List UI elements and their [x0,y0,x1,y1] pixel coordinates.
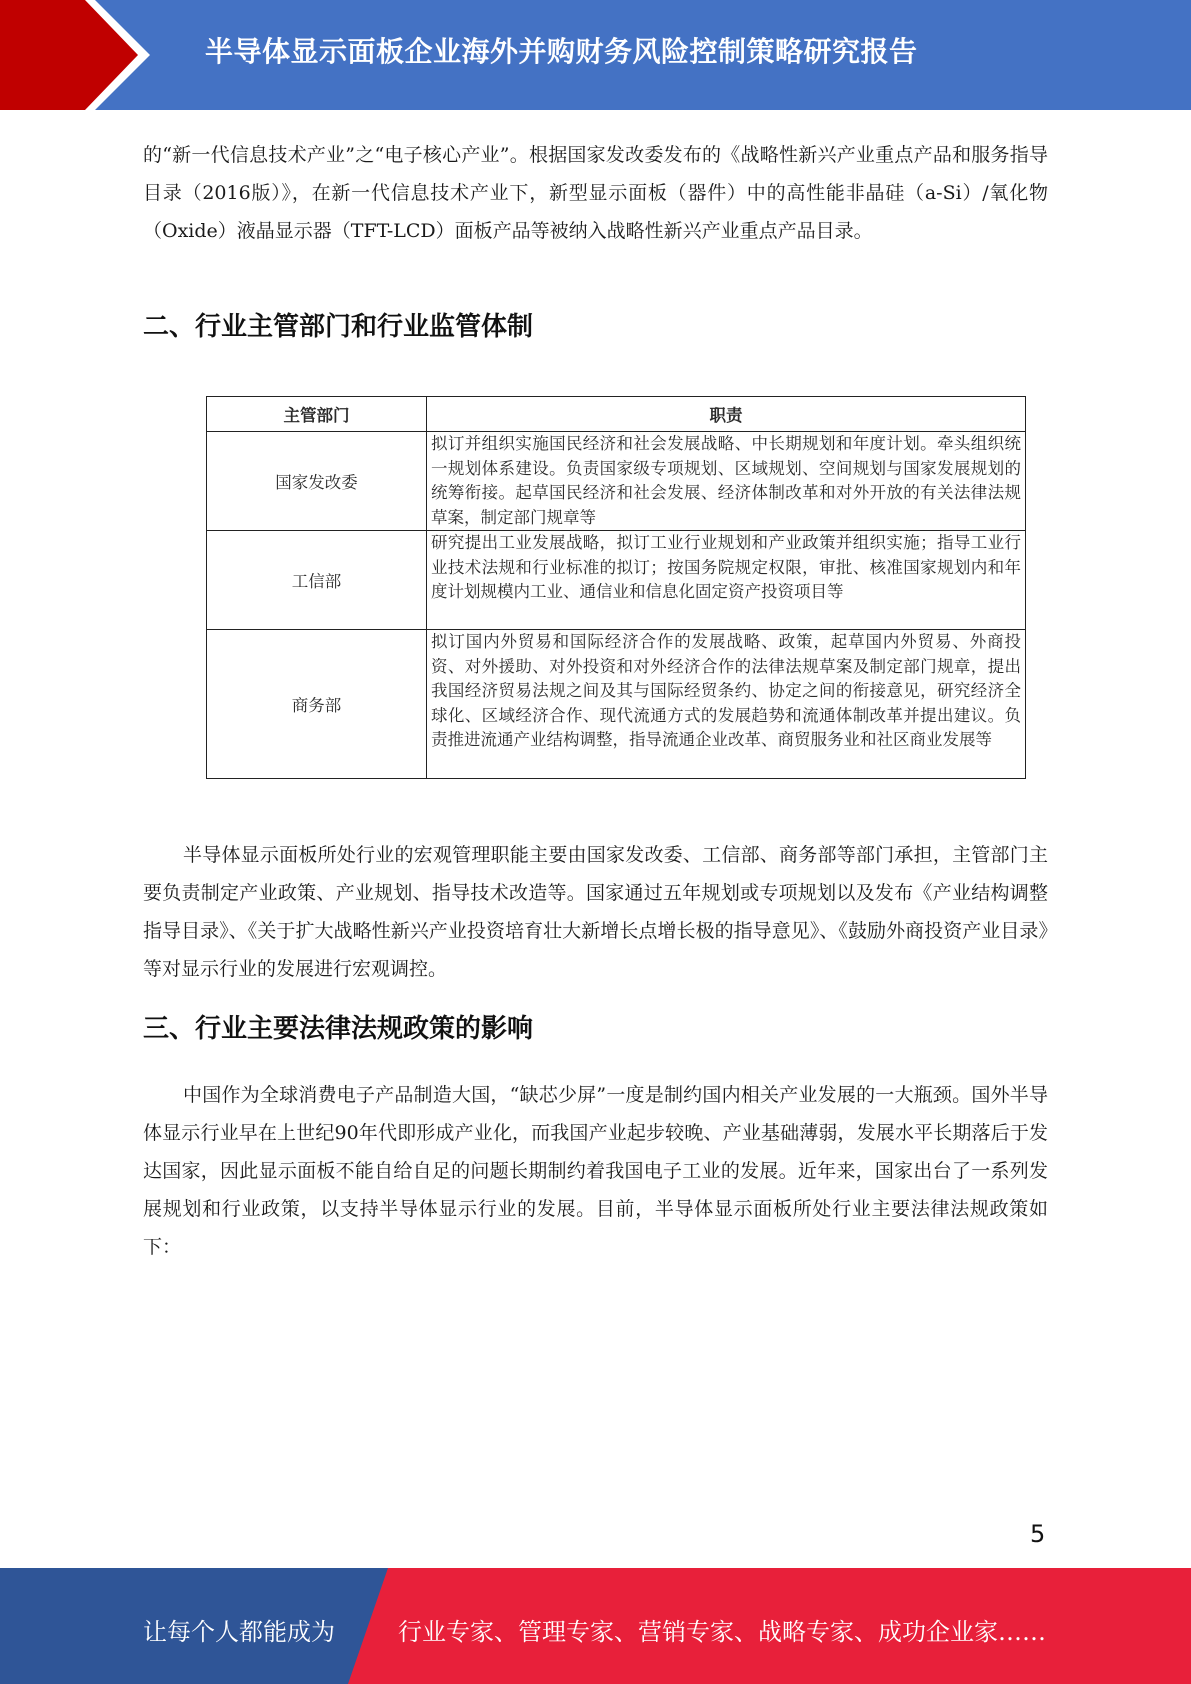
table-header-dept: 主管部门 [207,397,427,432]
section-heading-2: 二、行业主管部门和行业监管体制 [143,312,534,342]
page-number: 5 [1030,1520,1046,1548]
table-cell-duty: 拟订国内外贸易和国际经济合作的发展战略、政策，起草国内外贸易、外商投资、对外援助、对外投资和对外经济合作的法律法规草案及制定部门规章，提出我国经济贸易法规之间及其与国际经贸条约、协定之间的衔接意见，研究经济全球化、区域经济合作、现代流通方式的发展趋势和流通体制改革并提出建议。负责推进流通产业结构调整，指导流通企业改革、商贸服务业和社区商业发展等 [427,630,1026,779]
regulatory-authority-table [206,396,1026,779]
intro-paragraph: 的“新一代信息技术产业”之“电子核心产业”。根据国家发改委发布的《战略性新兴产业重点产品和服务指导目录（2016版）》，在新一代信息技术产业下，新型显示面板（器件）中的高性能非晶硅（a-Si）/氧化物（Oxide）液晶显示器（TFT-LCD）面板产品等被纳入战略性新兴产业重点产品目录。 [143,144,1048,242]
table-row [207,531,1026,630]
table-cell-dept: 商务部 [207,630,427,779]
table-row [207,432,1026,531]
header-banner [0,0,1191,110]
header-arrow-decoration [0,0,160,110]
footer-slogan-right: 行业专家、管理专家、营销专家、战略专家、成功企业家…… [398,1618,1046,1646]
section-heading-3: 三、行业主要法律法规政策的影响 [143,1014,534,1044]
section2-paragraph: 半导体显示面板所处行业的宏观管理职能主要由国家发改委、工信部、商务部等部门承担，主管部门主要负责制定产业政策、产业规划、指导技术改造等。国家通过五年规划或专项规划以及发布《产业结构调整指导目录》、《关于扩大战略性新兴产业投资培育壮大新增长点增长极的指导意见》、《鼓励外商投资产业目录》等对显示行业的发展进行宏观调控。 [143,844,1048,980]
table-cell-dept: 工信部 [207,531,427,630]
footer-banner [0,1568,1191,1684]
footer-slogan-left: 让每个人都能成为 [143,1618,335,1646]
table-row [207,630,1026,779]
table-cell-duty: 拟订并组织实施国民经济和社会发展战略、中长期规划和年度计划。牵头组织统一规划体系建设。负责国家级专项规划、区域规划、空间规划与国家发展规划的统筹衔接。起草国民经济和社会发展、经济体制改革和对外开放的有关法律法规草案，制定部门规章等 [427,432,1026,531]
table-header-row [207,397,1026,432]
table-cell-duty: 研究提出工业发展战略，拟订工业行业规划和产业政策并组织实施；指导工业行业技术法规和行业标准的拟订；按国务院规定权限，审批、核准国家规划内和年度计划规模内工业、通信业和信息化固定资产投资项目等 [427,531,1026,630]
table-cell-dept: 国家发改委 [207,432,427,531]
table-header-duty: 职责 [427,397,1026,432]
report-title: 半导体显示面板企业海外并购财务风险控制策略研究报告 [205,35,918,68]
section3-paragraph: 中国作为全球消费电子产品制造大国，“缺芯少屏”一度是制约国内相关产业发展的一大瓶颈。国外半导体显示行业早在上世纪90年代即形成产业化，而我国产业起步较晚、产业基础薄弱，发展水平长期落后于发达国家，因此显示面板不能自给自足的问题长期制约着我国电子工业的发展。近年来，国家出台了一系列发展规划和行业政策，以支持半导体显示行业的发展。目前，半导体显示面板所处行业主要法律法规政策如下： [143,1084,1048,1258]
